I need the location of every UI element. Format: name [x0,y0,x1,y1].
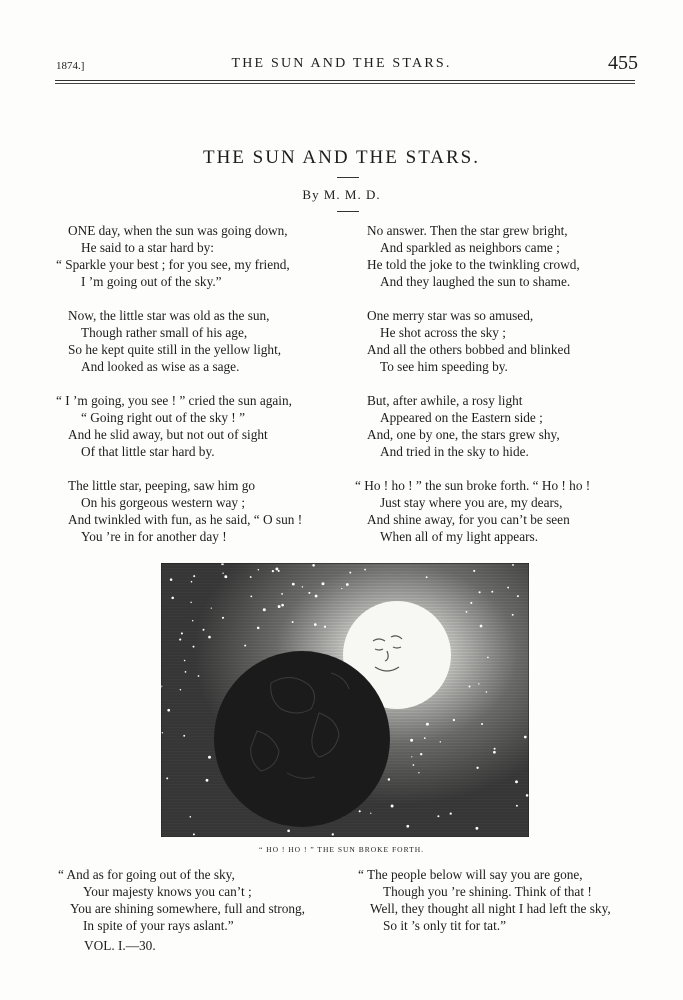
star [179,639,181,641]
star [206,779,209,782]
star [184,660,186,662]
stanza [56,222,302,290]
star [211,608,212,609]
verse-line: Just stay where you are, my dears, [380,495,563,510]
volume-marker: VOL. I.—30. [84,938,156,953]
star [494,748,496,750]
verse-line: And all the others bobbed and blinked [367,342,571,357]
star [411,756,412,757]
star [222,573,223,574]
verse-line: Now, the little star was old as the sun, [68,308,270,323]
byline-divider [337,211,359,212]
header-page-number: 455 [608,52,638,74]
star [170,578,173,581]
star [292,583,295,586]
star [192,620,193,621]
star [167,709,170,712]
verse-line: No answer. Then the star grew bright, [367,223,568,238]
star [413,764,415,766]
verse-line: And sparkled as neighbors came ; [380,240,560,255]
verse-line: And, one by one, the stars grew shy, [367,427,560,442]
star [349,572,351,574]
star [275,567,278,570]
star [359,810,361,812]
star [171,597,174,600]
illustration-caption: “ HO ! HO ! ” THE SUN BROKE FORTH. [258,845,425,854]
star [491,591,493,593]
verse-line: When all of my light appears. [380,529,539,544]
verse-line: Of that little star hard by. [81,444,215,459]
star [364,569,366,571]
star [418,772,419,773]
star [515,780,518,783]
star [312,564,315,567]
star [512,614,514,616]
verse-line: ONE day, when the sun was going down, [68,223,288,238]
verse-line: And shine away, for you can’t be seen [367,512,570,527]
verse-line: So it ’s only tit for tat.” [383,918,506,933]
star [250,576,252,578]
star [324,626,326,628]
star [281,593,283,595]
verse-line: “ The people below will say you are gone, [358,867,583,882]
star [278,570,280,572]
header-rule [55,83,635,84]
star [346,583,349,586]
title-divider [337,177,359,178]
star [420,753,422,755]
star [478,683,479,684]
star [370,813,371,814]
verse-line: He said to a star hard by: [81,240,214,255]
star [208,636,211,639]
stanza [367,222,590,290]
star [487,657,489,659]
star [198,675,200,677]
byline: By M. M. D. [302,187,381,202]
stanza [56,392,302,460]
star [315,595,318,598]
star [302,586,303,587]
verse-line: In spite of your rays aslant.” [83,918,234,933]
star [391,805,394,808]
star [341,588,342,589]
star [208,756,211,759]
star [466,611,468,613]
star [424,737,426,739]
verse-line: Appeared on the Eastern side ; [380,410,543,425]
stanza [367,307,590,375]
verse-line: And he slid away, but not out of sight [68,427,268,442]
verse-line: And they laughed the sun to shame. [380,274,571,289]
stanza [68,477,302,545]
star [507,587,509,589]
verse-line: “ Sparkle your best ; for you see, my friend, [56,257,290,272]
star [473,570,475,572]
stanza [355,477,591,545]
verse-line: I ’m going out of the sky.” [81,274,222,289]
star [322,582,325,585]
star [281,604,284,607]
star [332,833,334,835]
header-rule [55,80,635,81]
star [440,741,441,742]
star [166,777,168,779]
verse-line: Though rather small of his age, [81,325,248,340]
verse-line: “ Going right out of the sky ! ” [81,410,245,425]
star [406,825,409,828]
verse-line: He told the joke to the twinkling crowd, [367,257,580,272]
stanza [367,392,590,460]
star [475,827,478,830]
verse-line: “ I ’m going, you see ! ” cried the sun again, [56,393,292,408]
star [190,602,191,603]
star [222,617,224,619]
star [512,564,514,566]
verse-line: “ Ho ! ho ! ” the sun broke forth. “ Ho ! ho ! [355,478,591,493]
star [258,569,259,570]
star [476,767,478,769]
star [250,596,252,598]
star [278,605,281,608]
verse-line: But, after awhile, a rosy light [367,393,523,408]
star [162,732,163,733]
verse-line: Though you ’re shining. Think of that ! [383,884,592,899]
star [526,794,529,797]
earth-globe [214,651,390,827]
verse-line: You are shining somewhere, full and strong, [70,901,306,916]
bottom-stanza-left [58,866,306,954]
header-running-title: THE SUN AND THE STARS. [231,56,452,71]
star [224,575,227,578]
running-header [0,54,683,82]
star [410,739,413,742]
star [193,646,195,648]
star [308,592,310,594]
verse-line: And twinkled with fun, as he said, “ O sun ! [68,512,303,527]
star [437,815,439,817]
star [470,602,472,604]
sun-and-earth-illustration [161,563,529,837]
star [263,608,266,611]
star [181,632,183,634]
star [185,671,187,673]
star [180,689,181,690]
poem-column-left [56,222,303,562]
verse-line: So he kept quite still in the yellow light, [68,342,282,357]
verse-line: Well, they thought all night I had left the sky, [370,901,611,916]
star [287,829,290,832]
star [426,576,428,578]
star [244,645,246,647]
star [272,570,274,572]
star [193,833,195,835]
verse-line: He shot across the sky ; [380,325,506,340]
star [189,816,191,818]
header-year: 1874.] [56,60,85,72]
star [517,595,519,597]
star [480,625,483,628]
bottom-stanza-right [358,866,611,934]
star [193,575,195,577]
verse-line: The little star, peeping, saw him go [68,478,256,493]
poem-title: THE SUN AND THE STARS. [202,147,480,168]
star [486,691,488,693]
star [481,723,483,725]
star [388,778,390,780]
stanza [68,307,302,375]
star [453,719,455,721]
star [450,813,452,815]
poem-column-right [355,222,591,562]
verse-line: And tried in the sky to hide. [380,444,529,459]
star [314,623,317,626]
star [493,751,496,754]
star [183,735,185,737]
verse-line: One merry star was so amused, [367,308,534,323]
star [203,629,205,631]
star [479,591,481,593]
star [292,621,294,623]
star [469,686,471,688]
verse-line: And looked as wise as a sage. [81,359,240,374]
verse-line: Your majesty knows you can’t ; [83,884,252,899]
verse-line: To see him speeding by. [380,359,508,374]
verse-line: You ’re in for another day ! [81,529,227,544]
star [191,581,193,583]
star [257,627,260,630]
star [524,736,527,739]
verse-line: “ And as for going out of the sky, [58,867,235,882]
verse-line: On his gorgeous western way ; [81,495,246,510]
star [516,805,518,807]
star [426,723,429,726]
